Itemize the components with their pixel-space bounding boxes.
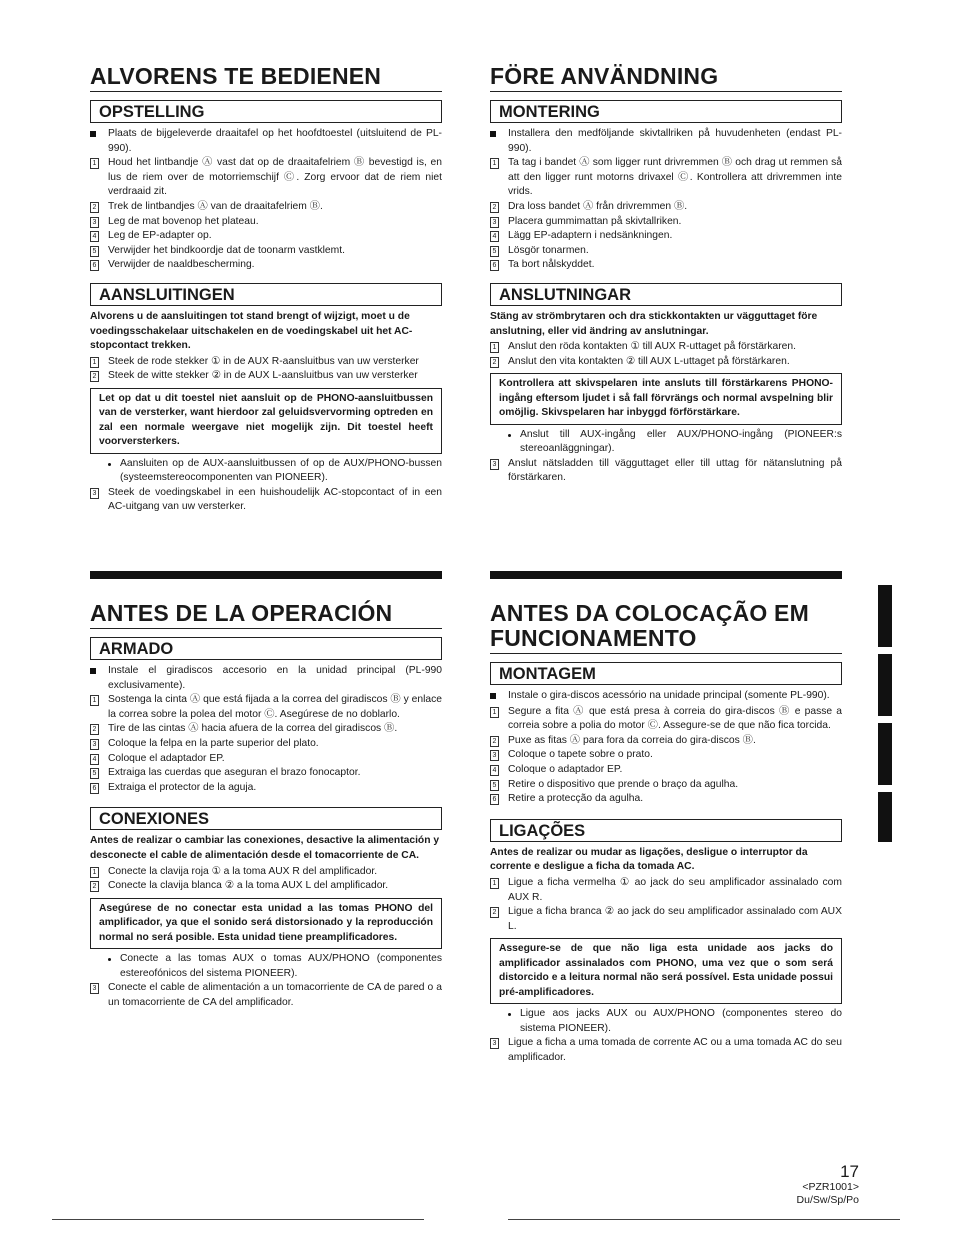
item-marker	[490, 748, 508, 763]
item-text: Anslut nätsladden till vägguttaget eller till uttag för nätanslutning på förstärkaren.	[508, 457, 842, 484]
section-sv	[490, 64, 842, 486]
step-number: 3	[490, 459, 499, 470]
divider	[90, 628, 442, 629]
connection-steps	[90, 486, 442, 515]
list-item	[490, 156, 842, 200]
list-item	[90, 752, 442, 767]
setup-steps	[90, 664, 442, 795]
step-number: 4	[90, 231, 99, 242]
section-title: ALVORENS TE BEDIENEN	[90, 63, 382, 89]
step-number: 5	[90, 246, 99, 257]
step-number: 6	[90, 260, 99, 271]
list-item	[90, 200, 442, 215]
step-number: 2	[90, 371, 99, 382]
item-marker	[490, 200, 508, 215]
step-number: 2	[90, 202, 99, 213]
list-item	[90, 486, 442, 515]
item-text: Conecte la clavija roja ① a la toma AUX R del amplificador.	[108, 865, 378, 877]
item-text: Plaats de bijgeleverde draaitafel op het hoofdtoestel (uitsluitend de PL-990).	[108, 128, 442, 154]
step-number: 1	[490, 342, 499, 353]
list-item	[90, 258, 442, 273]
square-bullet-icon	[490, 693, 496, 699]
bullet-note	[490, 428, 842, 457]
step-number: 4	[490, 231, 499, 242]
step-number: 3	[90, 217, 99, 228]
bullet-icon	[108, 958, 111, 961]
item-text: Ta tag i bandet Ⓐ som ligger runt drivremmen Ⓑ och drag ut remmen så att den ligger runt motorns drivaxel Ⓒ. Kontrollera att drivremmen inte vrids.	[508, 157, 842, 198]
warning-box: Asegúrese de no conectar esta unidad a las tomas PHONO del amplificador, ya que el sonido será distorsionado y la reproducción normal no será posible. Esta unidad tiene preamplificadores.	[90, 898, 442, 949]
step-number: 3	[490, 217, 499, 228]
thumb-tab	[878, 585, 892, 647]
list-item	[90, 355, 442, 370]
square-bullet-icon	[90, 131, 96, 137]
item-marker	[490, 689, 508, 705]
list-item	[490, 905, 842, 934]
item-text: Leg de mat bovenop het plateau.	[108, 215, 259, 227]
item-marker	[90, 486, 108, 515]
list-item	[490, 258, 842, 273]
subsection-heading: OPSTELLING	[90, 100, 442, 123]
list-item	[90, 722, 442, 737]
step-number: 3	[90, 983, 99, 994]
connection-steps	[490, 876, 842, 934]
step-number: 4	[90, 754, 99, 765]
step-number: 6	[90, 783, 99, 794]
connection-steps	[490, 1036, 842, 1065]
item-text: Puxe as fitas Ⓐ para fora da correia do gira-discos Ⓑ.	[508, 734, 756, 746]
item-marker	[90, 752, 108, 767]
item-text: Coloque o adaptador EP.	[508, 763, 623, 775]
connection-intro: Alvorens u de aansluitingen tot stand brengt of wijzigt, moet u de voedingsschakelaar uitschakelen en de voedingskabel uit het AC-stopcontact trekken.	[90, 310, 413, 352]
connection-intro: Antes de realizar o cambiar las conexiones, desactive la alimentación y desconecte el cable de alimentación desde el tomacorriente de CA.	[90, 835, 440, 861]
item-text: Retire o dispositivo que prende o braço da agulha.	[508, 778, 739, 790]
item-marker	[90, 369, 108, 384]
step-number: 1	[490, 158, 499, 169]
step-number: 1	[90, 695, 99, 706]
item-marker	[90, 781, 108, 796]
item-marker	[490, 156, 508, 200]
step-number: 3	[90, 739, 99, 750]
section-bar	[490, 571, 842, 579]
list-item	[90, 369, 442, 384]
step-number: 5	[490, 246, 499, 257]
item-text: Extraiga el protector de la aguja.	[108, 781, 257, 793]
item-marker	[90, 215, 108, 230]
connection-intro: Stäng av strömbrytaren och dra stickkontakten ur vägguttaget före anslutning, eller vid ändring av anslutningar.	[490, 310, 818, 337]
list-item	[490, 778, 842, 793]
item-text: Coloque o tapete sobre o prato.	[508, 749, 653, 761]
item-text: Installera den medföljande skivtallriken på huvudenheten (endast PL-990).	[508, 128, 842, 154]
step-number: 2	[490, 736, 499, 747]
list-item	[90, 244, 442, 259]
subsection-heading: ARMADO	[90, 637, 442, 660]
item-marker	[490, 792, 508, 807]
item-marker	[490, 705, 508, 734]
item-marker	[90, 664, 108, 693]
step-number: 2	[490, 357, 499, 368]
connection-steps	[490, 340, 842, 369]
item-text: Extraiga las cuerdas que aseguran el brazo fonocaptor.	[108, 767, 361, 779]
bullet-note	[490, 1007, 842, 1036]
subsection-heading: ANSLUTNINGAR	[490, 283, 842, 306]
step-number: 6	[490, 794, 499, 805]
item-text: Instale el giradiscos accesorio en la unidad principal (PL-990 exclusivamente).	[108, 665, 442, 691]
item-marker	[490, 457, 508, 486]
item-text: Anslut den vita kontakten ② till AUX L-uttaget på förstärkaren.	[508, 355, 790, 367]
item-text: Coloque el adaptador EP.	[108, 752, 225, 764]
item-marker	[90, 244, 108, 259]
item-text: Anslut den röda kontakten ① till AUX R-uttaget på förstärkaren.	[508, 341, 796, 353]
item-marker	[90, 355, 108, 370]
item-marker	[90, 981, 108, 1010]
item-marker	[90, 722, 108, 737]
connection-steps	[490, 457, 842, 486]
list-item	[490, 1036, 842, 1065]
square-bullet-icon	[90, 668, 96, 674]
subsection-heading: CONEXIONES	[90, 807, 442, 830]
section-pt	[490, 571, 842, 1065]
bullet-icon	[108, 463, 111, 466]
item-marker	[490, 778, 508, 793]
list-item	[490, 457, 842, 486]
item-marker	[90, 737, 108, 752]
section-title: ANTES DA COLOCAÇÃO EM FUNCIONAMENTO	[490, 600, 809, 651]
page-number: 17	[840, 1162, 859, 1181]
section-title: ANTES DE LA OPERACIÓN	[90, 600, 393, 626]
subsection-heading: AANSLUITINGEN	[90, 283, 442, 306]
section-bar	[90, 571, 442, 579]
item-marker	[90, 127, 108, 156]
item-marker	[90, 865, 108, 880]
list-item	[490, 748, 842, 763]
item-marker	[90, 200, 108, 215]
divider	[90, 91, 442, 92]
item-text: Placera gummimattan på skivtallriken.	[508, 215, 682, 227]
setup-steps	[490, 127, 842, 273]
item-marker	[490, 355, 508, 370]
item-marker	[490, 734, 508, 749]
footer-rule	[52, 1219, 424, 1220]
section-title: FÖRE ANVÄNDNING	[490, 63, 719, 89]
warning-box: Kontrollera att skivspelaren inte ansluts till förstärkarens PHONO-ingång eftersom ljudet i så fall förvrängs och normal avspelning blir omöjlig. Skivspelaren har inbyggd förförstärkare.	[490, 373, 842, 424]
connection-steps	[90, 865, 442, 894]
step-number: 3	[490, 1038, 499, 1049]
footer-rule	[508, 1219, 900, 1220]
item-marker	[490, 229, 508, 244]
divider	[490, 91, 842, 92]
list-item	[490, 340, 842, 355]
connection-steps	[90, 981, 442, 1010]
step-number: 2	[490, 202, 499, 213]
item-text: Ligue a ficha branca ② ao jack do seu amplificador assinalado com AUX L.	[508, 906, 842, 932]
item-marker	[490, 127, 508, 156]
square-bullet-icon	[490, 131, 496, 137]
item-marker	[490, 244, 508, 259]
subsection-heading: MONTAGEM	[490, 662, 842, 685]
item-text: Houd het lintbandje Ⓐ vast dat op de draaitafelriem Ⓑ bevestigd is, en lus de riem over de motorriemschijf Ⓒ. Zorg ervoor dat de riem niet verdraaid zit.	[108, 157, 442, 198]
document-code: <PZR1001>	[802, 1181, 859, 1193]
thumb-tab	[878, 723, 892, 785]
list-item	[90, 215, 442, 230]
list-item	[90, 664, 442, 693]
item-text: Ta bort nålskyddet.	[508, 259, 595, 271]
item-text: Sostenga la cinta Ⓐ que está fijada a la correa del giradiscos Ⓑ y enlace la correa sobre la polea del motor Ⓒ. Asegúrese de no doblarlo.	[108, 694, 442, 720]
divider	[490, 653, 842, 654]
step-number: 3	[90, 488, 99, 499]
item-text: Conecte el cable de alimentación a un tomacorriente de CA de pared o a un tomacorriente de CA del amplificador.	[108, 982, 442, 1008]
list-item	[490, 127, 842, 156]
item-marker	[90, 766, 108, 781]
bullet-icon	[508, 1013, 511, 1016]
list-item	[490, 200, 842, 215]
connection-steps	[90, 355, 442, 384]
thumb-tab	[878, 654, 892, 716]
setup-steps	[90, 127, 442, 273]
bullet-text: Ligue aos jacks AUX ou AUX/PHONO (componentes stereo do sistema PIONEER).	[520, 1007, 842, 1034]
item-text: Ligue a ficha vermelha ① ao jack do seu amplificador assinalado com AUX R.	[508, 876, 842, 903]
item-text: Verwijder de naaldbescherming.	[108, 259, 255, 271]
connection-intro: Antes de realizar ou mudar as ligações, desligue o interruptor da corrente e desligue a ficha da tomada AC.	[490, 846, 808, 873]
step-number: 1	[90, 158, 99, 169]
setup-steps	[490, 689, 842, 807]
section-es	[90, 571, 442, 1010]
list-item	[90, 737, 442, 752]
list-item	[490, 734, 842, 749]
item-marker	[490, 763, 508, 778]
item-text: Lägg EP-adaptern i nedsänkningen.	[508, 230, 673, 242]
subsection-heading: LIGAÇÕES	[490, 819, 842, 842]
warning-box: Assegure-se de que não liga esta unidade aos jacks do amplificador assinalados com PHONO, uma vez que o som será distorcido e a leitura normal não será possível. Esta unidade possui pré-amplificadores.	[490, 938, 842, 1004]
item-marker	[490, 1036, 508, 1065]
item-text: Instale o gira-discos acessório na unidade principal (somente PL-990).	[508, 690, 830, 701]
step-number: 5	[490, 780, 499, 791]
list-item	[490, 792, 842, 807]
step-number: 2	[90, 881, 99, 892]
step-number: 6	[490, 260, 499, 271]
list-item	[490, 229, 842, 244]
item-text: Verwijder het bindkoordje dat de toonarm vastklemt.	[108, 244, 345, 256]
list-item	[90, 981, 442, 1010]
step-number: 1	[490, 878, 499, 889]
item-marker	[490, 258, 508, 273]
item-marker	[490, 340, 508, 355]
item-text: Segure a fita Ⓐ que está presa à correia do gira-discos Ⓑ e passe a correia sobre a polia do motor Ⓒ. Assegure-se de que não fica torcida.	[508, 705, 842, 732]
item-marker	[90, 258, 108, 273]
item-text: Trek de lintbandjes Ⓐ van de draaitafelriem Ⓑ.	[108, 200, 323, 212]
list-item	[90, 127, 442, 156]
item-marker	[90, 693, 108, 722]
step-number: 3	[490, 750, 499, 761]
bullet-text: Anslut till AUX-ingång eller AUX/PHONO-ingång (PIONEER:s stereoanläggningar).	[520, 428, 842, 455]
list-item	[90, 693, 442, 722]
list-item	[90, 781, 442, 796]
list-item	[490, 705, 842, 734]
item-text: Ligue a ficha a uma tomada de corrente AC ou a uma tomada AC do seu amplificador.	[508, 1037, 842, 1063]
thumb-tab	[878, 792, 892, 842]
language-codes: Du/Sw/Sp/Po	[796, 1194, 859, 1206]
list-item	[90, 156, 442, 200]
item-marker	[490, 215, 508, 230]
item-marker	[90, 879, 108, 894]
list-item	[490, 215, 842, 230]
bullet-note	[90, 952, 442, 981]
item-text: Retire a protecção da agulha.	[508, 793, 644, 805]
step-number: 2	[90, 724, 99, 735]
list-item	[90, 229, 442, 244]
item-marker	[90, 156, 108, 200]
subsection-heading: MONTERING	[490, 100, 842, 123]
item-text: Steek de rode stekker ① in de AUX R-aansluitbus van uw versterker	[108, 355, 419, 367]
item-text: Coloque la felpa en la parte superior del plato.	[108, 737, 319, 749]
list-item	[490, 876, 842, 905]
item-marker	[490, 905, 508, 934]
list-item	[90, 879, 442, 894]
bullet-icon	[508, 434, 511, 437]
section-nl	[90, 64, 442, 515]
item-text: Lösgör tonarmen.	[508, 244, 589, 256]
item-text: Conecte la clavija blanca ② a la toma AUX L del amplificador.	[108, 880, 389, 892]
step-number: 4	[490, 765, 499, 776]
warning-box: Let op dat u dit toestel niet aansluit op de PHONO-aansluitbussen van de versterker, want hierdoor zal geluidsvervorming optreden en zal een normale weergave niet mogelijk zijn. Dit toestel heeft voorversterkers.	[90, 388, 442, 454]
item-text: Tire de las cintas Ⓐ hacia afuera de la correa del giradiscos Ⓑ.	[108, 723, 398, 735]
list-item	[490, 355, 842, 370]
list-item	[490, 763, 842, 778]
bullet-text: Conecte a las tomas AUX o tomas AUX/PHONO (componentes estereofónicos del sistema PIONEER).	[120, 952, 442, 979]
item-text: Steek de witte stekker ② in de AUX L-aansluitbus van uw versterker	[108, 370, 418, 382]
step-number: 1	[90, 357, 99, 368]
item-text: Steek de voedingskabel in een huishoudelijk AC-stopcontact of in een AC-uitgang van uw versterker.	[108, 486, 442, 513]
bullet-note	[90, 457, 442, 486]
item-marker	[490, 876, 508, 905]
item-marker	[90, 229, 108, 244]
step-number: 1	[90, 867, 99, 878]
item-text: Dra loss bandet Ⓐ från drivremmen Ⓑ.	[508, 200, 688, 212]
step-number: 1	[490, 707, 499, 718]
bullet-text: Aansluiten op de AUX-aansluitbussen of op de AUX/PHONO-bussen (systeemstereocomponenten van PIONEER).	[120, 457, 442, 484]
list-item	[490, 244, 842, 259]
list-item	[90, 766, 442, 781]
item-text: Leg de EP-adapter op.	[108, 230, 212, 242]
page-footer	[797, 1162, 859, 1207]
list-item	[490, 689, 842, 705]
step-number: 2	[490, 907, 499, 918]
list-item	[90, 865, 442, 880]
step-number: 5	[90, 768, 99, 779]
